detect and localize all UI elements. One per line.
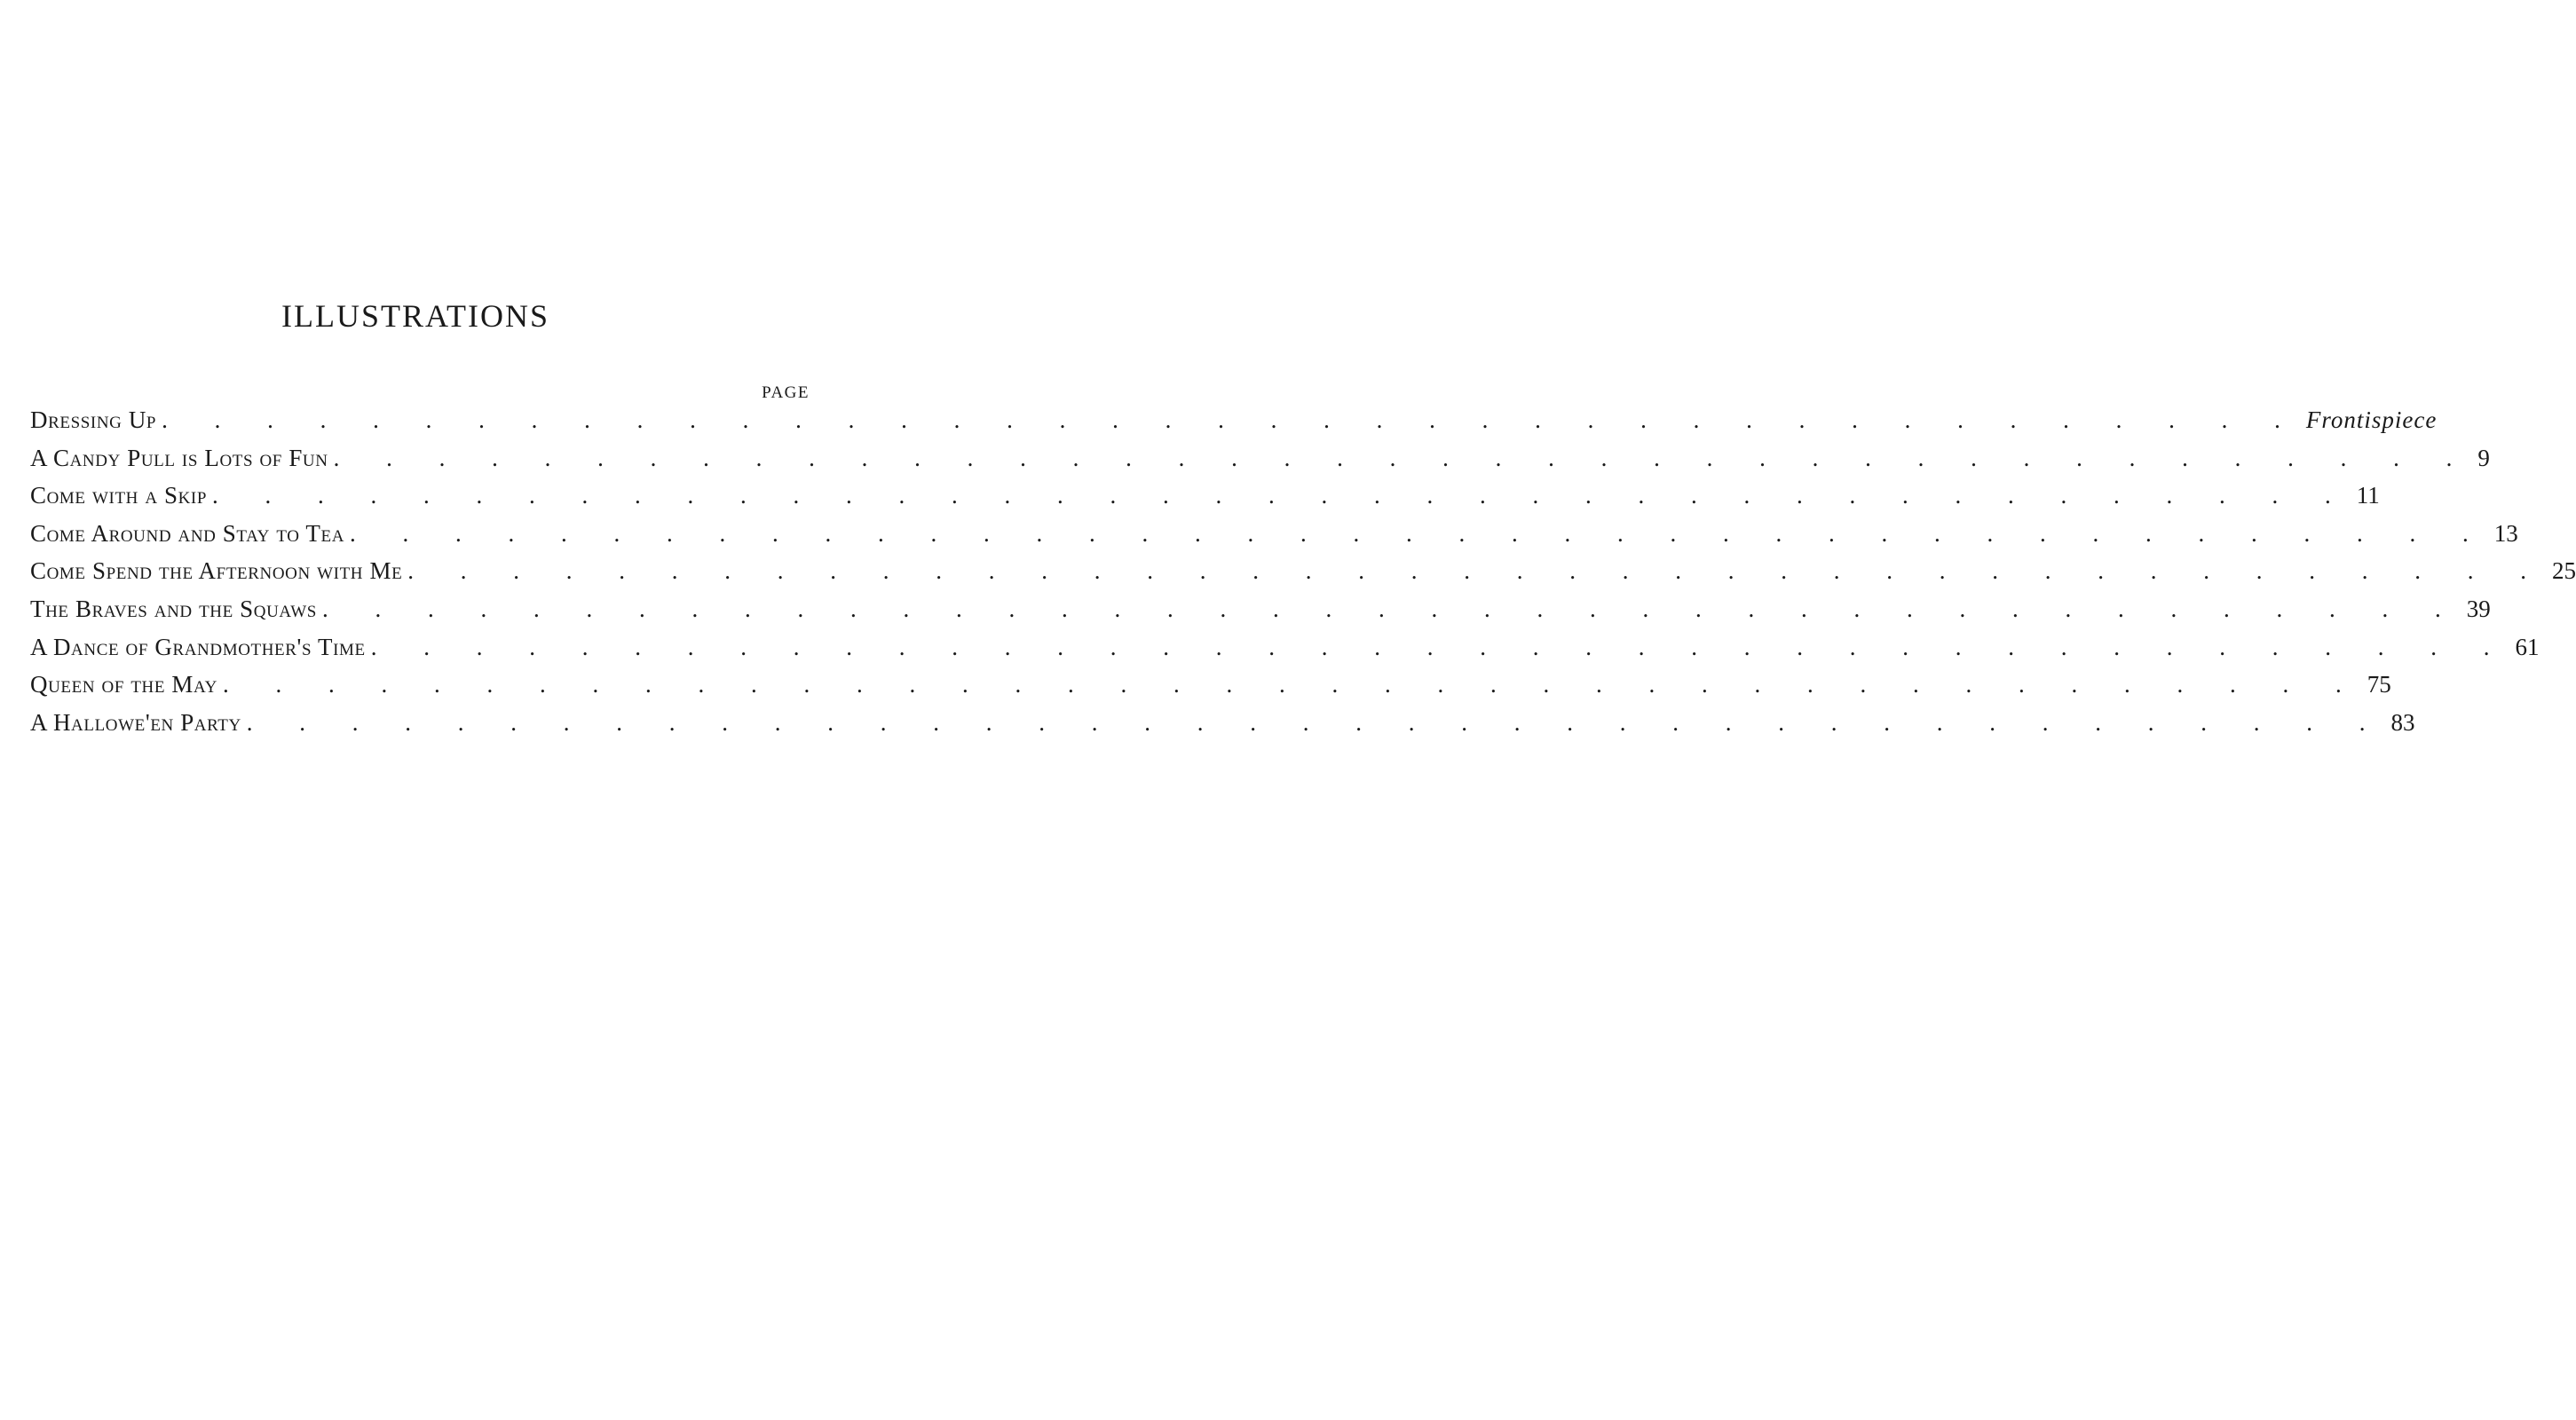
dot-leader: . . . . . . . . . . . . . . . . . . . . . . . . . . . . . . . . . . . . . . . . . (370, 633, 2510, 660)
list-item (30, 628, 2540, 667)
entry-page-number: Frontispiece (2305, 406, 2438, 433)
page-column-label: PAGE (762, 383, 810, 402)
entry-title: The Braves and the Squaws (30, 595, 317, 622)
entry-title: Queen of the May (30, 671, 217, 698)
list-item (30, 704, 2415, 742)
list-item (30, 401, 2438, 439)
entry-page-number: 75 (2367, 671, 2391, 698)
entry-title: Come with a Skip (30, 482, 208, 509)
entry-title: Dressing Up (30, 406, 157, 433)
entry-title: A Dance of Grandmother's Time (30, 633, 366, 660)
entry-title: A Hallowe'en Party (30, 708, 241, 736)
dot-leader: . . . . . . . . . . . . . . . . . . . . . . . . . . . . . . . . . . . . . . . . . (333, 444, 2473, 471)
dot-leader: . . . . . . . . . . . . . . . . . . . . . . . . . . . . . . . . . . . . . . . . . (321, 595, 2461, 622)
entry-title: A Candy Pull is Lots of Fun (30, 444, 328, 471)
entry-page-number: 13 (2493, 519, 2518, 547)
dot-leader: . . . . . . . . . . . . . . . . . . . . . . . . . . . . . . . . . . . . . . . . . (246, 708, 2386, 736)
entry-page-number: 25 (2552, 557, 2576, 585)
list-item (30, 515, 2518, 553)
dot-leader: . . . . . . . . . . . . . . . . . . . . . . . . . . . . . . . . . . . . . . . . . (407, 557, 2548, 585)
dot-leader: . . . . . . . . . . . . . . . . . . . . . . . . . . . . . . . . . . . . . . . . . (222, 671, 2362, 698)
entry-page-number: 11 (2356, 482, 2380, 509)
dot-leader: . . . . . . . . . . . . . . . . . . . . . . . . . . . . . . . . . . . . . . . . . (350, 519, 2489, 547)
entry-title: Come Spend the Afternoon with Me (30, 557, 403, 585)
list-item (30, 666, 2391, 704)
entry-page-number: 39 (2466, 595, 2491, 622)
list-item (30, 477, 2380, 515)
list-item (30, 439, 2490, 477)
dot-leader: . . . . . . . . . . . . . . . . . . . . . . . . . . . . . . . . . . . . . . . . . (162, 406, 2301, 433)
dot-leader: . . . . . . . . . . . . . . . . . . . . . . . . . . . . . . . . . . . . . . . . . (212, 482, 2351, 509)
page-heading: ILLUSTRATIONS (281, 298, 549, 334)
list-item (30, 552, 2576, 590)
entry-page-number: 61 (2515, 633, 2540, 660)
list-item (30, 590, 2491, 628)
illustrations-list (30, 401, 2576, 741)
entry-page-number: 9 (2477, 444, 2490, 471)
entry-page-number: 83 (2390, 708, 2415, 736)
entry-title: Come Around and Stay to Tea (30, 519, 345, 547)
